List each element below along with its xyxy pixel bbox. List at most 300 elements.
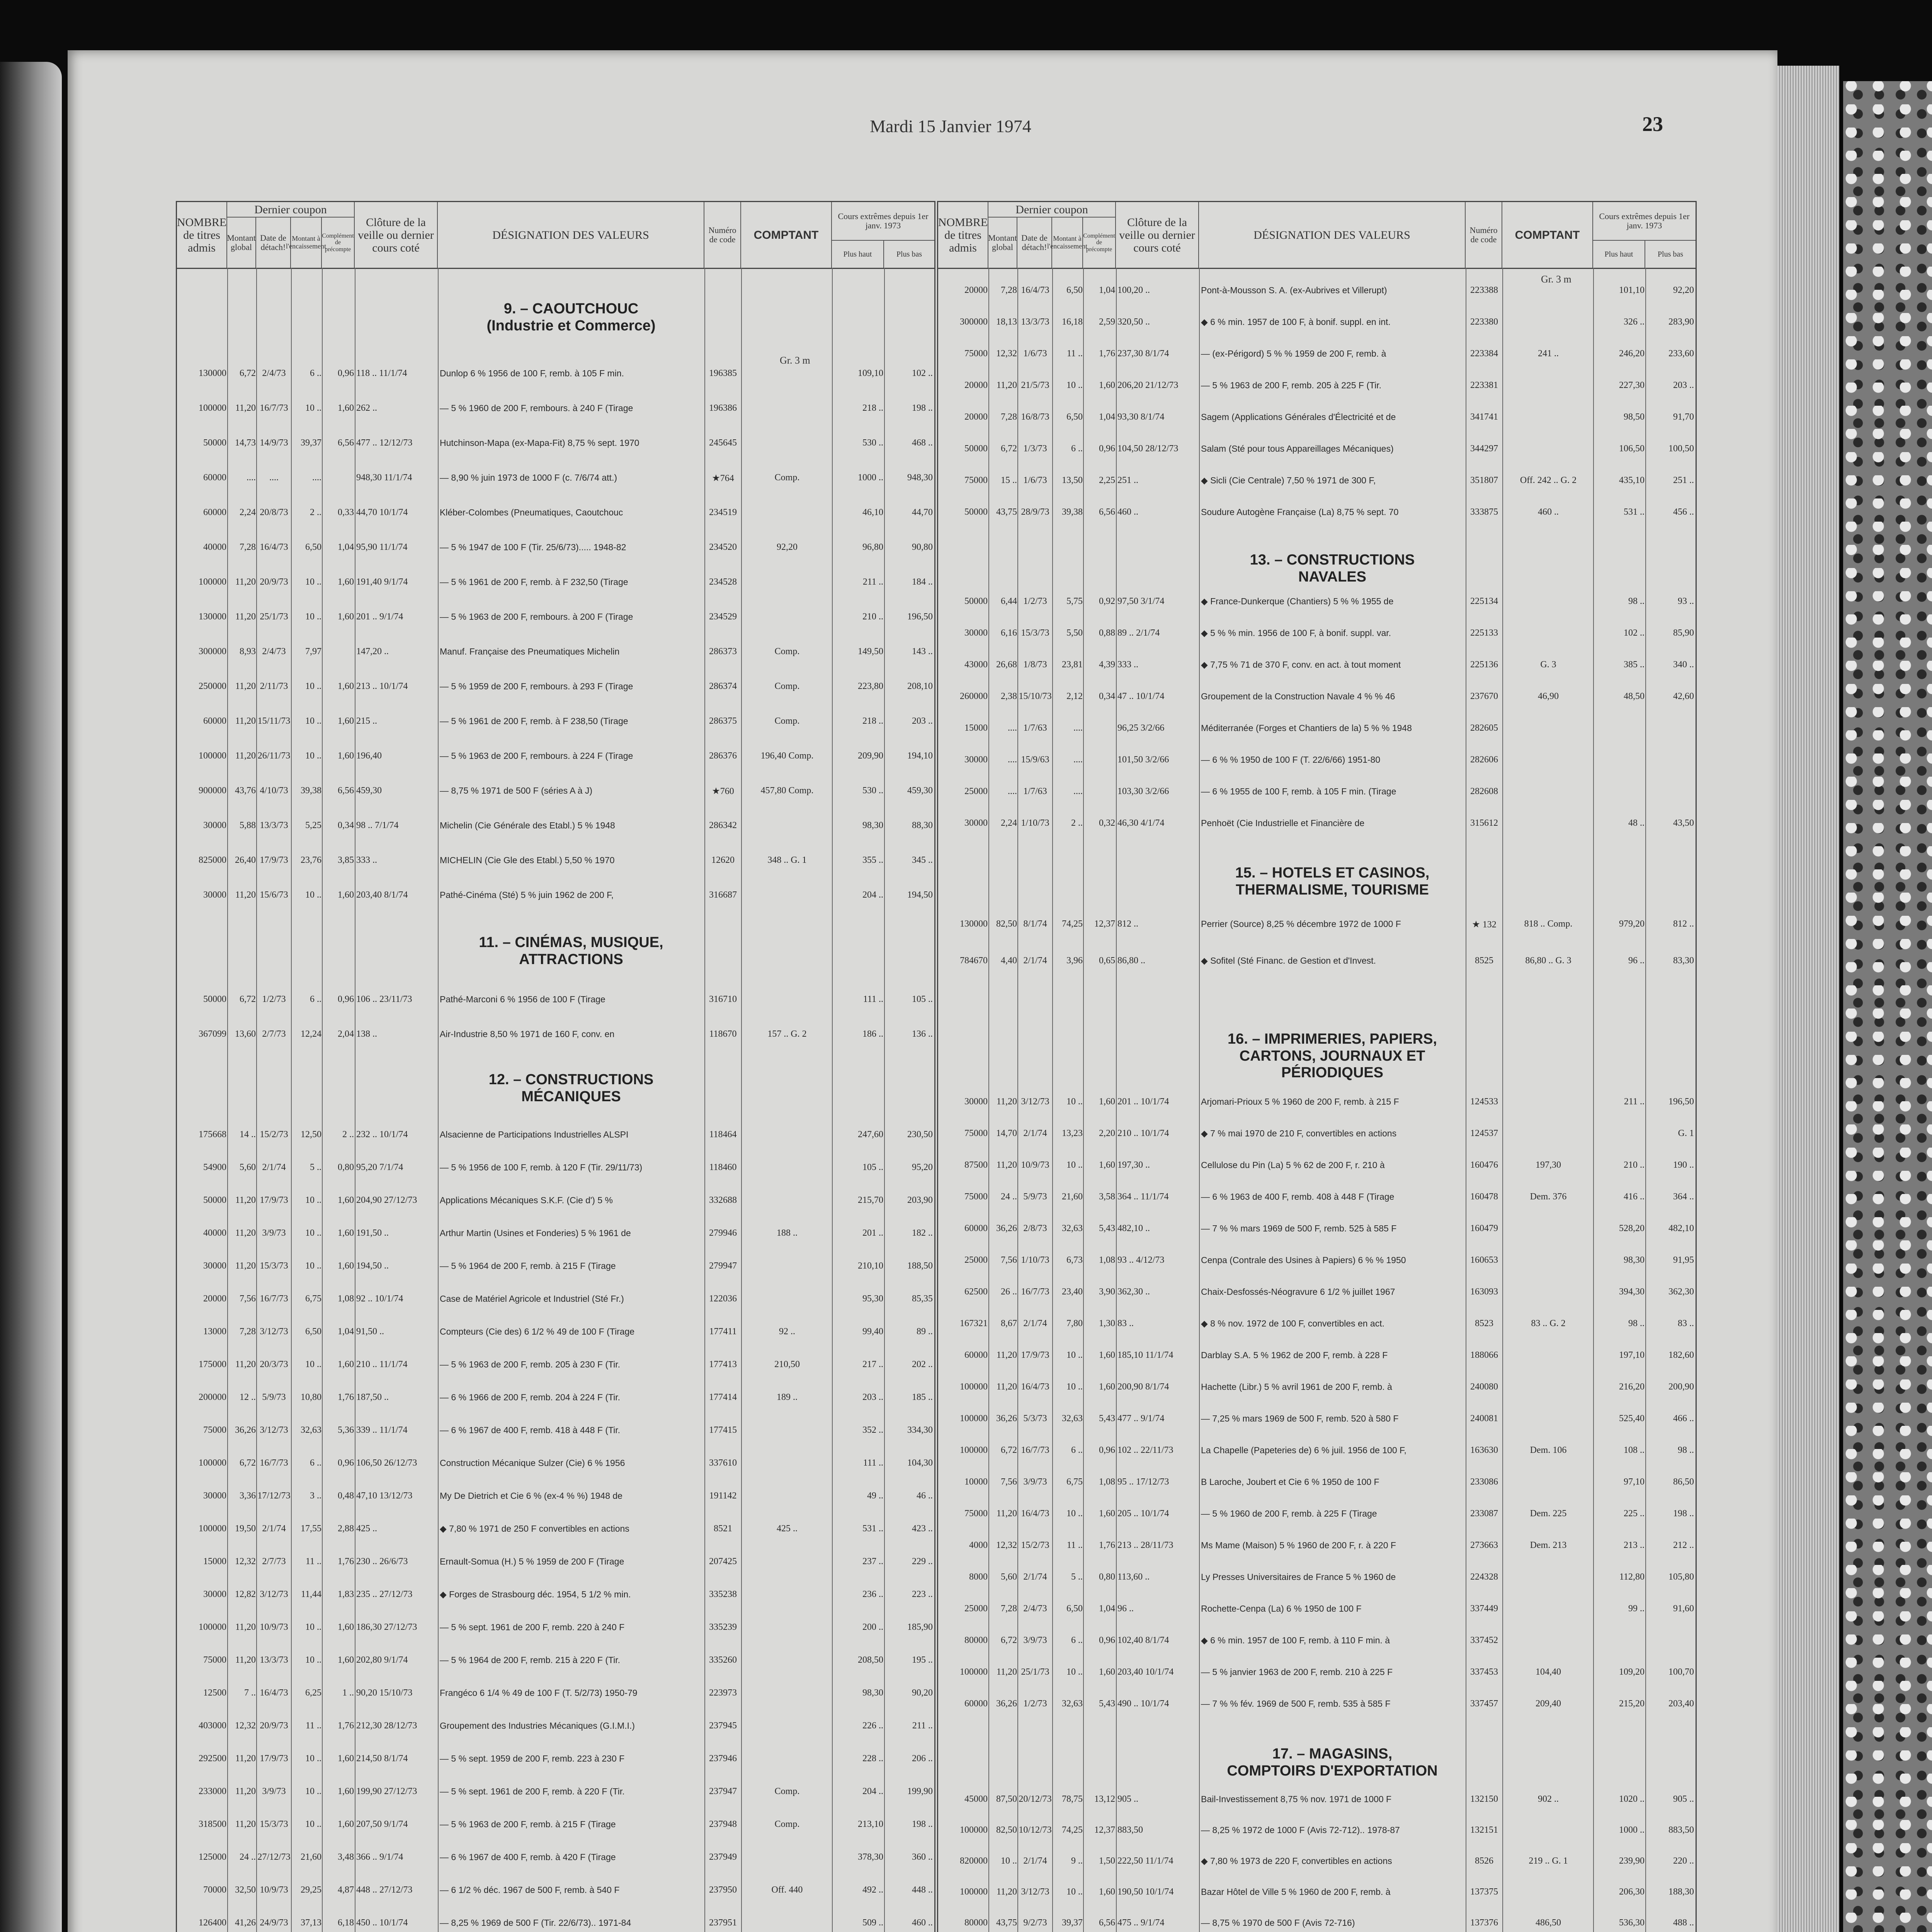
- cell-comptant: Comp.: [774, 1786, 800, 1796]
- header-complement: Complément de précompte: [1083, 218, 1116, 268]
- cell-numero-code: 8525: [1475, 956, 1493, 966]
- cell-numero-code: 237948: [709, 1819, 737, 1829]
- cell-plus-bas: 905 ..: [1673, 1794, 1694, 1804]
- header-dernier-coupon: Dernier coupon: [227, 202, 355, 218]
- cell-date-detach: 10/12/73: [1019, 1825, 1052, 1835]
- cell-complement: 3,85: [338, 855, 354, 865]
- cell-designation: ◆ Sicli (Cie Centrale) 7,50 % 1971 de 300 F,: [1201, 475, 1376, 485]
- cell-montant-global: 7,28: [1001, 1604, 1017, 1614]
- table-row: [177, 1786, 934, 1802]
- cell-cloture: 364 .. 11/1/74: [1117, 1192, 1169, 1202]
- cell-numero-code: 224328: [1470, 1572, 1498, 1582]
- cell-designation: — 8,25 % 1972 de 1000 F (Avis 72-712).. 1978-87: [1201, 1825, 1400, 1835]
- cell-numero-code: 196385: [709, 368, 737, 378]
- cell-designation: Pathé-Marconi 6 % 1956 de 100 F (Tirage: [440, 994, 605, 1004]
- cell-plus-bas: 100,50: [1668, 444, 1694, 454]
- cell-plus-bas: 91,95: [1673, 1255, 1694, 1265]
- cell-numero-code: 177415: [709, 1425, 737, 1435]
- cell-titres-admis: 75000: [964, 1509, 988, 1519]
- cell-complement: 1,60: [338, 612, 354, 622]
- cell-designation: — 5 % 1963 de 200 F, remb. à 215 F (Tirage: [440, 1819, 616, 1829]
- table-row: [177, 1524, 934, 1539]
- section-heading-12: [438, 1071, 704, 1105]
- cell-complement: 1,60: [1099, 1887, 1115, 1897]
- cell-date-detach: 13/3/73: [1021, 317, 1049, 327]
- cell-cloture: 97,50 3/1/74: [1117, 596, 1165, 606]
- table-row: [938, 723, 1696, 738]
- cell-titres-admis: 200000: [199, 1392, 226, 1402]
- cell-date-detach: 3/9/73: [1023, 1635, 1047, 1645]
- cell-numero-code: 233086: [1470, 1477, 1498, 1487]
- cell-plus-haut: 97,10: [1624, 1477, 1645, 1487]
- cell-montant-encaissement: 23,76: [301, 855, 321, 865]
- cell-numero-code: 282606: [1470, 755, 1498, 765]
- cell-montant-encaissement: 10 ..: [305, 1261, 321, 1271]
- header-nombre: NOMBRE de titres admis: [938, 202, 988, 268]
- header-cours-extremes: Cours extrêmes depuis 1er janv. 1973: [1593, 202, 1696, 241]
- cell-numero-code: 337610: [709, 1458, 737, 1468]
- cell-montant-encaissement: 10 ..: [305, 751, 321, 761]
- cell-montant-encaissement: 12,24: [301, 1029, 321, 1039]
- cell-plus-haut: 109,10: [858, 368, 883, 378]
- cell-date-detach: 2/1/74: [1023, 956, 1047, 966]
- table-row: [177, 1261, 934, 1276]
- cell-complement: 13,12: [1094, 1794, 1115, 1804]
- cell-cloture: 96,25 3/2/66: [1117, 723, 1165, 733]
- cell-plus-bas: 203 ..: [912, 716, 933, 726]
- cell-plus-haut: 218 ..: [862, 716, 883, 726]
- cell-cloture: 98 .. 7/1/74: [356, 820, 399, 830]
- cell-complement: 0,92: [1099, 596, 1115, 606]
- cell-montant-encaissement: 10 ..: [305, 1195, 321, 1205]
- cell-designation: Bazar Hôtel de Ville 5 % 1960 de 200 F, remb. à: [1201, 1887, 1391, 1897]
- cell-designation: Ly Presses Universitaires de France 5 % 1960 de: [1201, 1572, 1396, 1582]
- cell-montant-global: 6,72: [240, 994, 256, 1004]
- cell-cloture: 366 .. 9/1/74: [356, 1852, 403, 1862]
- cell-plus-haut: 98,30: [1624, 1255, 1645, 1265]
- cell-numero-code: 124533: [1470, 1097, 1498, 1107]
- section-title: 12. – CONSTRUCTIONS: [488, 1071, 654, 1088]
- cell-date-detach: 1/6/73: [1023, 349, 1047, 359]
- cell-numero-code: 237949: [709, 1852, 737, 1862]
- section-title: 9. – CAOUTCHOUC: [503, 301, 639, 317]
- cell-montant-encaissement: 17,55: [301, 1524, 321, 1534]
- table-row: [177, 473, 934, 488]
- table-row: [938, 1413, 1696, 1429]
- cell-cloture: 905 ..: [1117, 1794, 1138, 1804]
- cell-date-detach: 3/9/73: [262, 1228, 286, 1238]
- cell-date-detach: 1/10/73: [1021, 818, 1049, 828]
- cell-numero-code: 137375: [1470, 1887, 1498, 1897]
- cell-montant-global: 11,20: [235, 1261, 256, 1271]
- cell-plus-haut: 394,30: [1619, 1287, 1645, 1297]
- cell-cloture: 237,30 8/1/74: [1117, 349, 1169, 359]
- cell-plus-bas: 203,40: [1668, 1699, 1694, 1709]
- cell-titres-admis: 60000: [964, 1699, 988, 1709]
- cell-numero-code: 223380: [1470, 317, 1498, 327]
- cell-date-detach: 5/9/73: [262, 1392, 286, 1402]
- cell-date-detach: 15/3/73: [260, 1261, 288, 1271]
- table-row: [938, 1160, 1696, 1175]
- cell-complement: 0,96: [338, 994, 354, 1004]
- cell-designation: Pathé-Cinéma (Sté) 5 % juin 1962 de 200 F,: [440, 890, 614, 900]
- header-cloture: Clôture de la veille ou dernier cours coté: [355, 202, 438, 268]
- cell-montant-encaissement: 3,96: [1066, 956, 1083, 966]
- cell-date-detach: 2/1/74: [1023, 1318, 1047, 1328]
- cell-plus-bas: 283,90: [1668, 317, 1694, 327]
- cell-montant-global: 6,44: [1001, 596, 1017, 606]
- cell-plus-bas: 812 ..: [1673, 919, 1694, 929]
- table-row: [938, 1887, 1696, 1902]
- cell-complement: 5,36: [338, 1425, 354, 1435]
- table-row: [177, 1852, 934, 1867]
- table-row: [938, 1604, 1696, 1619]
- cell-designation: Méditerranée (Forges et Chantiers de la) 5 % % 1948: [1201, 723, 1412, 733]
- cell-montant-global: 11,20: [235, 890, 256, 900]
- cell-comptant: 486,50: [1536, 1918, 1561, 1928]
- cell-cloture: 448 .. 27/12/73: [356, 1885, 413, 1895]
- cell-numero-code: 286342: [709, 820, 737, 830]
- table-row: [177, 1327, 934, 1342]
- cell-designation: ◆ Forges de Strasbourg déc. 1954, 5 1/2 % min.: [440, 1589, 631, 1599]
- cell-numero-code: 337449: [1470, 1604, 1498, 1614]
- cell-titres-admis: 100000: [199, 1524, 226, 1534]
- cell-date-detach: 2/8/73: [1023, 1223, 1047, 1233]
- cell-date-detach: 16/7/73: [260, 403, 288, 413]
- cell-designation: — 8,75 % 1971 de 500 F (séries A à J): [440, 786, 593, 796]
- cell-plus-bas: G. 1: [1678, 1128, 1694, 1138]
- cell-plus-haut: 1000 ..: [858, 473, 883, 483]
- header-numero: Numéro de code: [704, 202, 741, 268]
- cell-plus-haut: 352 ..: [862, 1425, 883, 1435]
- cell-montant-encaissement: 10 ..: [1066, 1887, 1083, 1897]
- cell-titres-admis: 318500: [199, 1819, 226, 1829]
- cell-complement: 1,60: [1099, 1667, 1115, 1677]
- cell-montant-encaissement: 10 ..: [1066, 1382, 1083, 1392]
- cell-montant-global: 11,20: [996, 1097, 1017, 1107]
- cell-numero-code: 225136: [1470, 660, 1498, 670]
- cell-montant-global: 8,67: [1001, 1318, 1017, 1328]
- cell-designation: Construction Mécanique Sulzer (Cie) 6 % 1956: [440, 1458, 625, 1468]
- cell-numero-code: 188066: [1470, 1350, 1498, 1360]
- cell-designation: Soudure Autogène Française (La) 8,75 % sept. 70: [1201, 507, 1399, 517]
- cell-complement: 0,80: [1099, 1572, 1115, 1582]
- cell-complement: 1,04: [1099, 1604, 1115, 1614]
- cell-titres-admis: 50000: [964, 596, 988, 606]
- cell-date-detach: 5/9/73: [1023, 1192, 1047, 1202]
- cell-montant-encaissement: 10 ..: [305, 1819, 321, 1829]
- cell-designation: — 6 % 1963 de 400 F, remb. 408 à 448 F (Tirage: [1201, 1192, 1395, 1202]
- cell-montant-encaissement: 2,12: [1066, 691, 1083, 701]
- cell-date-detach: 3/12/73: [260, 1327, 288, 1337]
- cell-cloture: 101,50 3/2/66: [1117, 755, 1169, 765]
- table-row: [177, 1918, 934, 1932]
- cell-plus-haut: 48 ..: [1628, 818, 1645, 828]
- cell-date-detach: 25/1/73: [1021, 1667, 1049, 1677]
- cell-plus-bas: 345 ..: [912, 855, 933, 865]
- cell-comptant: 425 ..: [777, 1524, 798, 1534]
- cell-cloture: 93 .. 4/12/73: [1117, 1255, 1165, 1265]
- cell-titres-admis: 43000: [964, 660, 988, 670]
- cell-comptant: Dem. 376: [1530, 1192, 1567, 1202]
- cell-date-detach: 8/1/74: [1023, 919, 1047, 929]
- cell-plus-bas: 459,30: [907, 786, 933, 796]
- cell-montant-global: 5,88: [240, 820, 256, 830]
- cell-montant-global: 12 ..: [240, 1392, 256, 1402]
- cell-designation: Sagem (Applications Générales d'Électricité et de: [1201, 412, 1396, 422]
- cell-titres-admis: 100000: [960, 1445, 988, 1455]
- cell-plus-haut: 96,80: [862, 542, 883, 552]
- cell-plus-bas: 198 ..: [912, 1819, 933, 1829]
- table-row: [177, 1195, 934, 1211]
- cell-titres-admis: 40000: [203, 542, 226, 552]
- cell-date-detach: 16/4/73: [260, 1688, 288, 1698]
- cell-date-detach: 4/10/73: [260, 786, 288, 796]
- cell-plus-haut: 111 ..: [863, 1458, 883, 1468]
- cell-designation: Frangéco 6 1/4 % 49 de 100 F (T. 5/2/73) 1950-79: [440, 1688, 638, 1698]
- cell-montant-encaissement: 3 ..: [310, 1491, 321, 1501]
- cell-date-detach: 26/11/73: [257, 751, 291, 761]
- table-row: [938, 317, 1696, 332]
- cell-montant-global: 2,24: [1001, 818, 1017, 828]
- cell-plus-haut: 211 ..: [1624, 1097, 1645, 1107]
- header-montant-encaissement: Montant à l'encaissement: [1052, 218, 1083, 268]
- cell-titres-admis: 75000: [964, 1128, 988, 1138]
- cell-titres-admis: 13000: [203, 1327, 226, 1337]
- cell-plus-bas: 100,70: [1668, 1667, 1694, 1677]
- cell-titres-admis: 70000: [203, 1885, 226, 1895]
- table-row: [177, 1721, 934, 1736]
- cell-comptant: 157 .. G. 2: [767, 1029, 807, 1039]
- cell-plus-haut: 530 ..: [862, 438, 883, 448]
- section-heading-13: [1199, 552, 1466, 585]
- cell-complement: 1,08: [1099, 1477, 1115, 1487]
- cell-plus-haut: 216,20: [1619, 1382, 1645, 1392]
- cell-designation: — 8,25 % 1969 de 500 F (Tir. 22/6/73).. 1971-84: [440, 1918, 631, 1928]
- cell-plus-haut: 200 ..: [862, 1622, 883, 1632]
- cell-montant-encaissement: 10 ..: [305, 1786, 321, 1796]
- cell-designation: MICHELIN (Cie Gle des Etabl.) 5,50 % 1970: [440, 855, 615, 865]
- cell-cloture: 95 .. 17/12/73: [1117, 1477, 1169, 1487]
- cell-plus-bas: 105,80: [1668, 1572, 1694, 1582]
- cell-date-detach: 17/9/73: [260, 855, 288, 865]
- cell-date-detach: 3/12/73: [1021, 1097, 1049, 1107]
- cell-titres-admis: 30000: [964, 818, 988, 828]
- cell-complement: 1,60: [338, 577, 354, 587]
- cell-numero-code: 225133: [1470, 628, 1498, 638]
- cell-date-detach: 2/4/73: [262, 368, 286, 378]
- cell-designation: — 5 % 1956 de 100 F, remb. à 120 F (Tir. 29/11/73): [440, 1162, 643, 1172]
- cell-plus-haut: 209,90: [858, 751, 883, 761]
- cell-numero-code: 223381: [1470, 380, 1498, 390]
- cell-montant-global: 26 ..: [1001, 1287, 1017, 1297]
- cell-designation: Ms Mame (Maison) 5 % 1960 de 200 F, r. à 220 F: [1201, 1540, 1396, 1550]
- cell-plus-bas: 223 ..: [912, 1589, 933, 1599]
- cell-complement: 1,08: [1099, 1255, 1115, 1265]
- cell-titres-admis: 75000: [964, 475, 988, 485]
- cell-montant-encaissement: 7,80: [1066, 1318, 1083, 1328]
- cell-designation: ◆ 6 % min. 1957 de 100 F, remb. à 110 F min. à: [1201, 1635, 1390, 1645]
- cell-date-detach: 17/9/73: [260, 1753, 288, 1764]
- cell-montant-encaissement: 10 ..: [305, 403, 321, 413]
- cell-plus-bas: 334,30: [907, 1425, 933, 1435]
- cell-plus-haut: 96 ..: [1628, 956, 1645, 966]
- cell-complement: 1,76: [1099, 1540, 1115, 1550]
- cell-complement: 1,76: [338, 1392, 354, 1402]
- cell-titres-admis: 20000: [964, 285, 988, 295]
- cell-numero-code: ★764: [712, 473, 734, 483]
- cell-montant-global: 11,20: [996, 380, 1017, 390]
- cell-date-detach: 10/9/73: [260, 1622, 288, 1632]
- cell-numero-code: 237950: [709, 1885, 737, 1895]
- cell-designation: — 5 % janvier 1963 de 200 F, remb. 210 à 225 F: [1201, 1667, 1393, 1677]
- cell-designation: — 6 % 1967 de 400 F, remb. 418 à 448 F (Tir.: [440, 1425, 621, 1435]
- cell-montant-encaissement: ....: [1073, 723, 1083, 733]
- cell-complement: 1,76: [1099, 349, 1115, 359]
- cell-plus-haut: 101,10: [1619, 285, 1645, 295]
- cell-montant-global: 14 ..: [240, 1129, 256, 1139]
- cell-comptant: Comp.: [774, 473, 800, 483]
- cell-plus-bas: 104,30: [907, 1458, 933, 1468]
- cell-titres-admis: 125000: [199, 1852, 226, 1862]
- cell-complement: 2,25: [1099, 475, 1115, 485]
- cell-designation: — 8,90 % juin 1973 de 1000 F (c. 7/6/74 att.): [440, 473, 617, 483]
- cell-cloture: 187,50 ..: [356, 1392, 389, 1402]
- cell-plus-bas: 203 ..: [1673, 380, 1694, 390]
- cell-montant-global: 11,20: [996, 1382, 1017, 1392]
- cell-complement: 1,04: [1099, 412, 1115, 422]
- header-designation: DÉSIGNATION DES VALEURS: [1199, 202, 1466, 268]
- cell-plus-bas: 136 ..: [912, 1029, 933, 1039]
- cell-plus-haut: 326 ..: [1624, 317, 1645, 327]
- cell-montant-encaissement: 39,37: [301, 438, 321, 448]
- cell-montant-global: 15 ..: [1001, 475, 1017, 485]
- cell-complement: 1 ..: [342, 1688, 354, 1698]
- cell-designation: Groupement de la Construction Navale 4 % % 46: [1201, 691, 1395, 701]
- cell-plus-bas: 230,50: [907, 1129, 933, 1139]
- cell-montant-encaissement: 32,63: [1062, 1413, 1083, 1423]
- header-cours-extremes: Cours extrêmes depuis 1er janv. 1973: [832, 202, 934, 241]
- cell-date-detach: 3/9/73: [262, 1786, 286, 1796]
- right-listing-table: [937, 201, 1697, 1932]
- cell-date-detach: 2/4/73: [1023, 1604, 1047, 1614]
- cell-montant-encaissement: 6,73: [1066, 1255, 1083, 1265]
- cell-date-detach: ....: [269, 473, 279, 483]
- cell-montant-global: 11,20: [235, 1819, 256, 1829]
- cell-montant-encaissement: 74,25: [1062, 1825, 1083, 1835]
- table-row: [177, 1392, 934, 1408]
- table-row: [938, 380, 1696, 396]
- cell-montant-encaissement: 5,50: [1066, 628, 1083, 638]
- cell-plus-bas: 42,60: [1673, 691, 1694, 701]
- cell-complement: 1,60: [338, 1655, 354, 1665]
- cell-complement: 0,32: [1099, 818, 1115, 828]
- cell-date-detach: 16/4/73: [260, 542, 288, 552]
- cell-montant-encaissement: 6,50: [1066, 285, 1083, 295]
- cell-numero-code: 207425: [709, 1556, 737, 1566]
- cell-designation: — 5 % sept. 1961 de 200 F, remb. 220 à 240 F: [440, 1622, 625, 1632]
- table-row: [177, 507, 934, 523]
- cell-montant-encaissement: 21,60: [1062, 1192, 1083, 1202]
- cell-complement: 6,56: [1099, 1918, 1115, 1928]
- table-row: [177, 1556, 934, 1572]
- cell-cloture: 90,20 15/10/73: [356, 1688, 413, 1698]
- cell-plus-haut: 105 ..: [862, 1162, 883, 1172]
- header-numero: Numéro de code: [1466, 202, 1502, 268]
- cell-date-detach: 15/11/73: [257, 716, 291, 726]
- cell-montant-encaissement: 6,75: [1066, 1477, 1083, 1487]
- cell-complement: 2 ..: [342, 1129, 354, 1139]
- cell-cloture: 185,10 11/1/74: [1117, 1350, 1173, 1360]
- cell-numero-code: 132150: [1470, 1794, 1498, 1804]
- cell-titres-admis: 60000: [203, 507, 226, 517]
- cell-montant-global: 43,76: [235, 786, 256, 796]
- cell-date-detach: 15/3/73: [260, 1819, 288, 1829]
- cell-comptant: Dem. 106: [1530, 1445, 1567, 1455]
- cell-titres-admis: 30000: [964, 755, 988, 765]
- cell-complement: 1,04: [1099, 285, 1115, 295]
- cell-designation: — 5 % 1960 de 200 F, remb. à 225 F (Tirage: [1201, 1509, 1377, 1519]
- cell-plus-haut: 226 ..: [862, 1721, 883, 1731]
- cell-titres-admis: 4000: [969, 1540, 988, 1550]
- cell-numero-code: 279946: [709, 1228, 737, 1238]
- cell-montant-global: 7,28: [1001, 412, 1017, 422]
- cell-plus-bas: 202 ..: [912, 1359, 933, 1369]
- table-row: [177, 1228, 934, 1243]
- cell-plus-haut: 416 ..: [1624, 1192, 1645, 1202]
- page-number: 23: [1642, 112, 1663, 136]
- cell-plus-haut: 98,30: [862, 820, 883, 830]
- section-title: 15. – HOTELS ET CASINOS,: [1235, 865, 1430, 881]
- cell-complement: 1,30: [1099, 1318, 1115, 1328]
- cell-complement: 0,96: [1099, 444, 1115, 454]
- table-row: [938, 285, 1696, 301]
- cell-titres-admis: 50000: [964, 444, 988, 454]
- cell-designation: La Chapelle (Papeteries de) 6 % juil. 1956 de 100 F,: [1201, 1445, 1406, 1455]
- cell-date-detach: 2/1/74: [262, 1162, 286, 1172]
- cell-plus-haut: 217 ..: [862, 1359, 883, 1369]
- cell-montant-global: 6,72: [1001, 1635, 1017, 1645]
- cell-complement: 1,04: [338, 1327, 354, 1337]
- cell-montant-global: 12,32: [996, 1540, 1017, 1550]
- cell-montant-encaissement: 10 ..: [305, 1359, 321, 1369]
- cell-plus-bas: 206 ..: [912, 1753, 933, 1764]
- cell-montant-encaissement: 10 ..: [1066, 1097, 1083, 1107]
- cell-titres-admis: 20000: [964, 380, 988, 390]
- cell-plus-haut: 186 ..: [862, 1029, 883, 1039]
- cell-montant-encaissement: 39,38: [301, 786, 321, 796]
- cell-cloture: 200,90 8/1/74: [1117, 1382, 1169, 1392]
- cell-cloture: 206,20 21/12/73: [1117, 380, 1179, 390]
- cell-plus-bas: 182 ..: [912, 1228, 933, 1238]
- cell-titres-admis: 10000: [964, 1477, 988, 1487]
- cell-cloture: 96 ..: [1117, 1604, 1134, 1614]
- cell-titres-admis: 167321: [960, 1318, 988, 1328]
- cell-plus-haut: 98 ..: [1628, 596, 1645, 606]
- cell-titres-admis: 15000: [203, 1556, 226, 1566]
- header-comptant: COMPTANT: [1502, 202, 1593, 268]
- cell-plus-bas: 90,80: [912, 542, 933, 552]
- cell-numero-code: 335260: [709, 1655, 737, 1665]
- cell-designation: Pont-à-Mousson S. A. (ex-Aubrives et Villerupt): [1201, 285, 1387, 295]
- cell-plus-haut: 979,20: [1619, 919, 1645, 929]
- cell-plus-haut: 204 ..: [862, 1786, 883, 1796]
- cell-numero-code: 118670: [709, 1029, 737, 1039]
- cell-designation: — 5 % 1963 de 200 F, rembours. à 200 F (Tirage: [440, 612, 633, 622]
- cell-complement: 3,58: [1099, 1192, 1115, 1202]
- cell-numero-code: 337452: [1470, 1635, 1498, 1645]
- cell-montant-global: 7,28: [240, 1327, 256, 1337]
